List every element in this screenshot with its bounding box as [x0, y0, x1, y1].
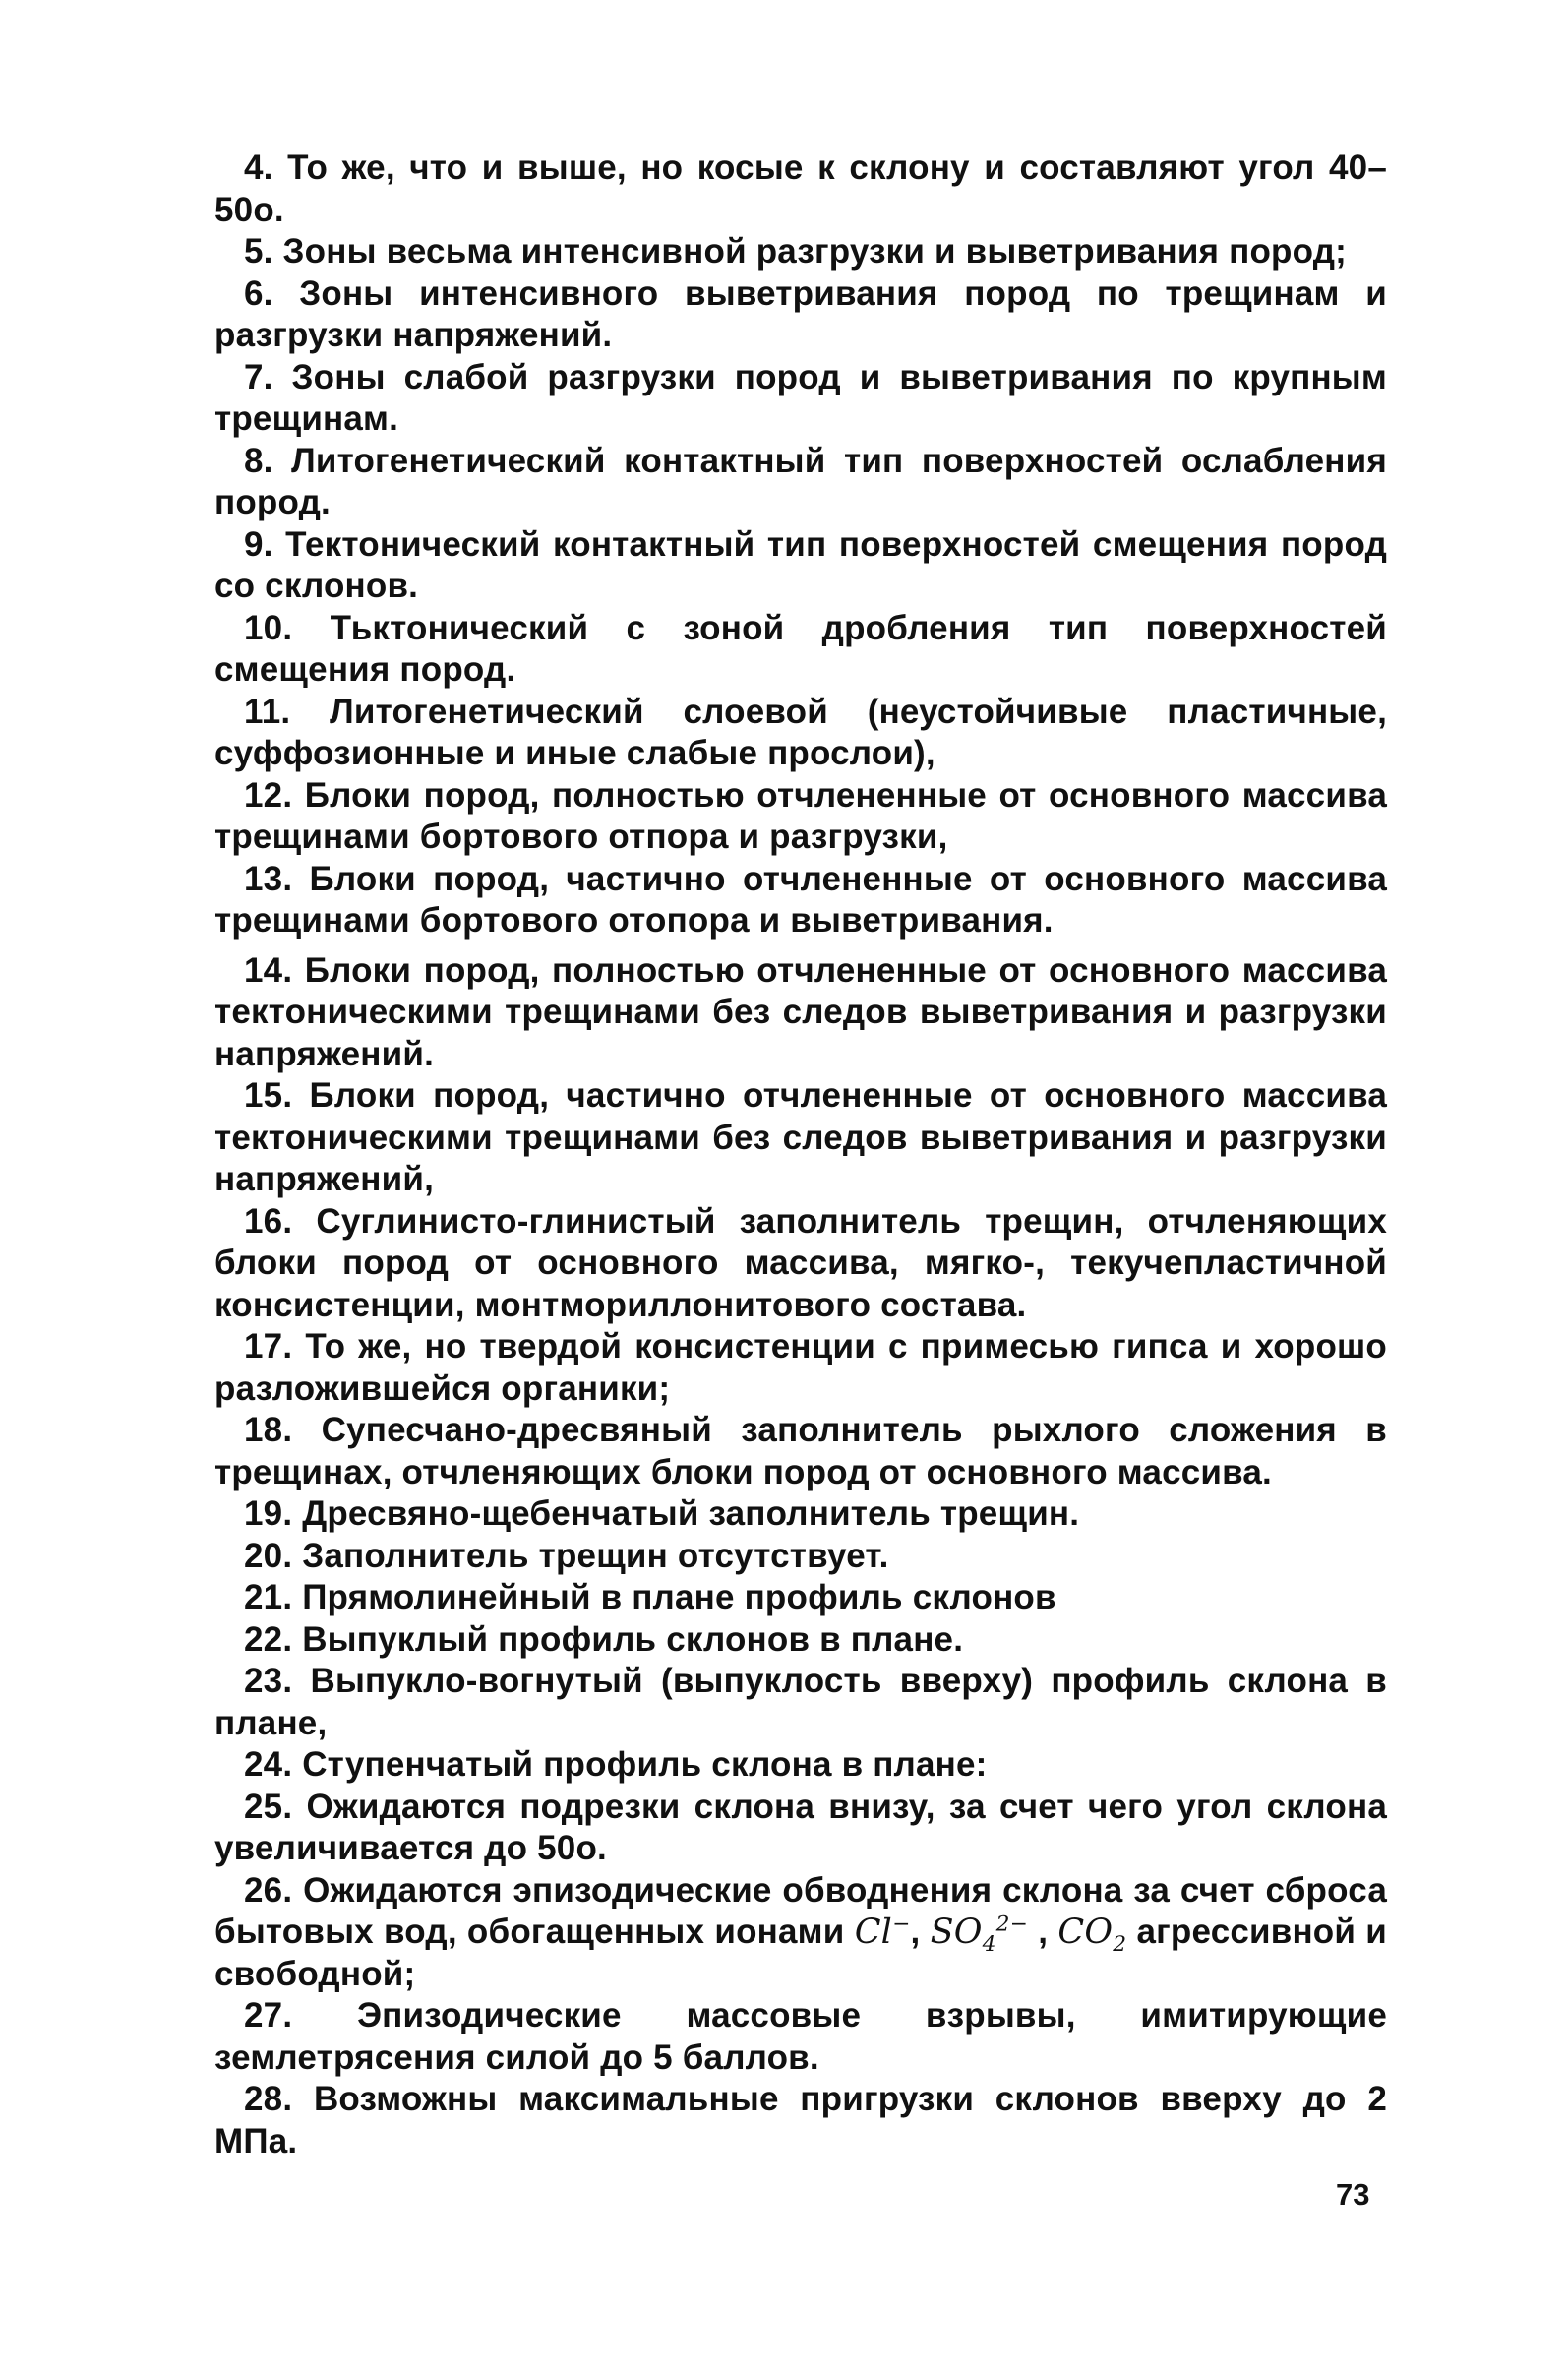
list-item	[214, 1619, 1387, 1662]
item-number: 10.	[244, 608, 293, 647]
item-text: Выпуклый профиль склонов в плане.	[302, 1619, 964, 1659]
list-item-with-ions	[214, 1870, 1387, 1996]
list-item	[214, 273, 1387, 357]
list-item	[214, 950, 1387, 1076]
item-text: Ожидаются подрезки склона внизу, за счет чего угол склона увеличивается до 50о.	[214, 1787, 1387, 1867]
list-item	[214, 1995, 1387, 2079]
item-text: Блоки пород, частично отчлененные от основного массива трещинами бортового отопора и выветривания.	[214, 859, 1387, 940]
item-number: 5.	[244, 232, 273, 271]
item-number: 24.	[244, 1745, 293, 1784]
item-number: 28.	[244, 2080, 293, 2118]
item-number: 25.	[244, 1787, 293, 1826]
list-item	[214, 1577, 1387, 1619]
item-number: 22.	[244, 1619, 293, 1659]
list-item	[214, 1493, 1387, 1536]
item-text: Блоки пород, полностью отчлененные от основного массива тектоническими трещинами без следов выветривания и разгрузки напряжений.	[214, 950, 1387, 1073]
list-item	[214, 1536, 1387, 1578]
item-text: Возможны максимальные пригрузки склонов вверху до 2 МПа.	[214, 2080, 1387, 2160]
separator: ,	[1038, 1913, 1049, 1951]
list-item	[214, 1744, 1387, 1787]
item-text: Зоны слабой разгрузки пород и выветривания по крупным трещинам.	[214, 357, 1387, 438]
item-number: 15.	[244, 1076, 293, 1115]
list-item	[214, 148, 1387, 231]
list-item	[214, 775, 1387, 859]
item-number: 12.	[244, 775, 293, 815]
ion-sulfate	[930, 1912, 1029, 1957]
item-text: Литогенетический контактный тип поверхностей ослабления пород.	[214, 441, 1387, 521]
list-item	[214, 692, 1387, 775]
item-text: Зоны интенсивного выветривания пород по трещинам и разгрузки напряжений.	[214, 273, 1387, 354]
ion-subscript: 4	[982, 1932, 996, 1957]
item-text: Зоны весьма интенсивной разгрузки и выветривания пород;	[282, 232, 1347, 271]
item-number: 6.	[244, 273, 273, 313]
item-number: 13.	[244, 859, 293, 898]
ion-subscript: 2	[1113, 1932, 1127, 1957]
list-item	[214, 231, 1387, 273]
list-item	[214, 608, 1387, 692]
carbon-dioxide	[1057, 1913, 1127, 1957]
list-item	[214, 357, 1387, 441]
ion-formula: Cl	[854, 1913, 893, 1952]
page-number: 73	[1336, 2177, 1370, 2212]
item-text: Литогенетический слоевой (неустойчивые пластичные, суффозионные и иные слабые прослои),	[214, 692, 1387, 772]
list-item	[214, 1201, 1387, 1327]
list-item	[214, 1787, 1387, 1870]
item-text: Эпизодические массовые взрывы, имитирующие землетрясения силой до 5 баллов.	[214, 1996, 1387, 2077]
ion-charge: 2−	[995, 1912, 1029, 1937]
item-text: Тьктонический с зоной дробления тип поверхностей смещения пород.	[214, 608, 1387, 689]
item-text: агрессивной и свободной;	[214, 1913, 1388, 1993]
item-number: 21.	[244, 1578, 293, 1616]
list-item	[214, 1661, 1387, 1744]
item-number: 4.	[244, 149, 273, 187]
item-number: 11.	[244, 692, 291, 731]
item-number: 8.	[244, 441, 273, 480]
item-number: 26.	[244, 1870, 293, 1910]
item-number: 23.	[244, 1662, 293, 1700]
item-text: Блоки пород, частично отчлененные от основного массива тектоническими трещинами без следов выветривания и разгрузки напряжений,	[214, 1076, 1387, 1198]
item-number: 19.	[244, 1494, 293, 1533]
item-number: 18.	[244, 1411, 293, 1449]
item-number: 17.	[244, 1327, 293, 1366]
list-item	[214, 524, 1387, 608]
item-text: Тектонический контактный тип поверхностей смещения пород со склонов.	[214, 524, 1387, 605]
list-item	[214, 2079, 1387, 2162]
item-text: Блоки пород, полностью отчлененные от основного массива трещинами бортового отпора и разгрузки,	[214, 775, 1387, 856]
ion-formula: CO	[1057, 1913, 1114, 1952]
item-text: Суглинисто-глинистый заполнитель трещин, отчленяющих блоки пород от основного массива, мягко-, текучепластичной консистенции, монтмориллонитового состава.	[214, 1201, 1387, 1324]
ion-formula: SO	[930, 1913, 983, 1952]
list-item	[214, 859, 1387, 942]
list-item	[214, 441, 1387, 524]
item-text: То же, но твердой консистенции с примесью гипса и хорошо разложившейся органики;	[214, 1327, 1387, 1408]
list-item	[214, 1326, 1387, 1410]
list-item	[214, 1410, 1387, 1493]
ion-chloride	[855, 1913, 911, 1952]
item-number: 7.	[244, 357, 273, 396]
item-text: Ожидаются эпизодические обводнения склона за счет сброса бытовых вод, обогащенных ионами	[214, 1870, 1387, 1951]
item-number: 16.	[244, 1201, 293, 1241]
list-item	[214, 1075, 1387, 1201]
item-text: Супесчано-дресвяный заполнитель рыхлого сложения в трещинах, отчленяющих блоки пород от основного массива.	[214, 1411, 1387, 1491]
list-block	[214, 148, 1387, 2162]
item-text: Прямолинейный в плане профиль склонов	[302, 1578, 1056, 1616]
item-number: 9.	[244, 524, 273, 564]
ion-charge: −	[892, 1912, 911, 1937]
item-text: Заполнитель трещин отсутствует.	[302, 1536, 889, 1575]
item-number: 27.	[244, 1996, 293, 2035]
item-number: 20.	[244, 1536, 293, 1575]
item-text: Дресвяно-щебенчатый заполнитель трещин.	[302, 1494, 1080, 1533]
item-text: Ступенчатый профиль склона в плане:	[302, 1745, 988, 1784]
separator: ,	[910, 1913, 921, 1951]
item-text: То же, что и выше, но косые к склону и составляют угол 40–50о.	[214, 149, 1387, 229]
item-text: Выпукло-вогнутый (выпуклость вверху) профиль склона в плане,	[214, 1662, 1387, 1742]
item-number: 14.	[244, 950, 293, 990]
